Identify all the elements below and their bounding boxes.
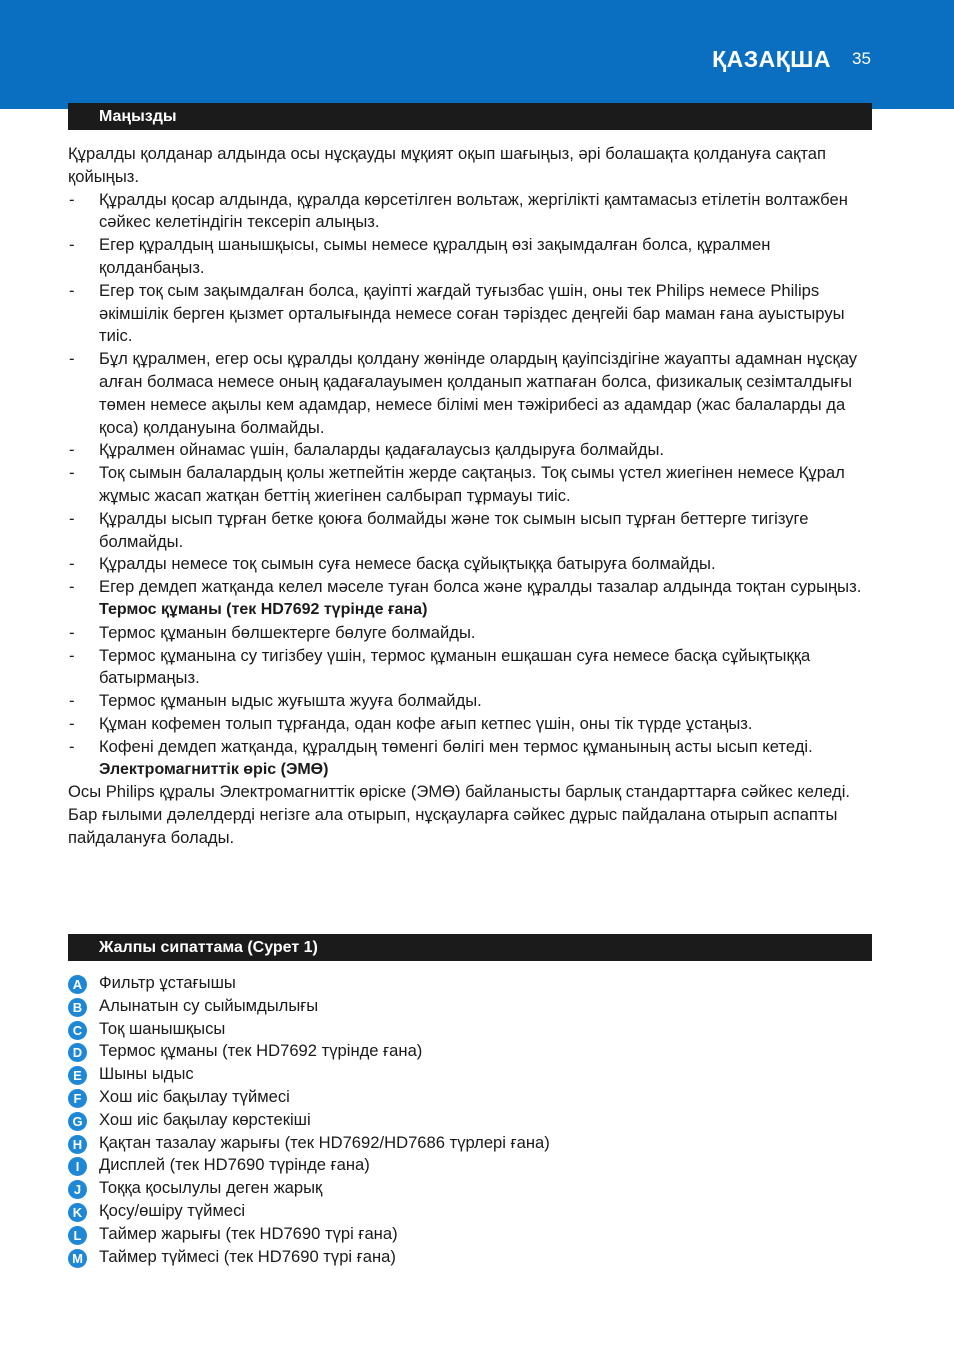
- list-item: [68, 645, 874, 691]
- important-intro: Құралды қолданар алдында осы нұсқауды мұқият оқып шағыңыз, әрі болашақта қолдануға сақтап қойыңыз.: [68, 144, 827, 186]
- legend-item: [68, 1063, 874, 1086]
- dash-marker: -: [69, 645, 75, 665]
- legend-item: [68, 1018, 874, 1041]
- section-heading-general: [68, 934, 872, 961]
- legend-item-text: Хош иіс бақылау түймесі: [99, 1086, 290, 1106]
- page-number: 35: [852, 49, 871, 68]
- list-item: [68, 280, 874, 348]
- legend-item-text: Қақтан тазалау жарығы (тек HD7692/HD7686 түрлері ғана): [99, 1132, 550, 1152]
- list-item: [68, 622, 874, 645]
- legend-item-text: Шыны ыдыс: [99, 1064, 194, 1084]
- list-item-text: Егер демдеп жатқанда келел мәселе туған болса және құралды тазалар алдында тоқтан сурыңыз.: [99, 577, 862, 597]
- parts-legend: [68, 972, 874, 1268]
- dash-marker: -: [69, 235, 75, 255]
- list-item: [68, 576, 874, 599]
- legend-item-text: Тоқ шанышқысы: [99, 1018, 226, 1038]
- legend-item-text: Термос құманы (тек HD7692 түрінде ғана): [99, 1041, 423, 1061]
- legend-item: [68, 1177, 874, 1200]
- dash-marker: -: [69, 280, 75, 300]
- letter-badge: B: [68, 998, 87, 1017]
- list-item-text: Құралмен ойнамас үшін, балаларды қадағалаусыз қалдыруға болмайды.: [99, 440, 665, 460]
- important-list: [68, 189, 874, 599]
- list-item-text: Құралды қосар алдында, құралда көрсетілген вольтаж, жергілікті қамтамасыз етілетін волтажбен сәйкес келетіндігін тексеріп алыңыз.: [99, 189, 848, 232]
- legend-item: [68, 1246, 874, 1269]
- list-item: [68, 508, 874, 554]
- legend-item-text: Хош иіс бақылау көрстекіші: [99, 1109, 311, 1129]
- letter-badge: F: [68, 1089, 87, 1108]
- legend-item: [68, 1086, 874, 1109]
- list-item-text: Кофені демдеп жатқанда, құралдың төменгі бөлігі мен термос құманының асты ысып кетеді.: [99, 736, 813, 756]
- legend-item-text: Қосу/өшіру түймесі: [99, 1200, 246, 1220]
- dash-marker: -: [69, 622, 75, 642]
- letter-badge: H: [68, 1135, 87, 1154]
- list-item: [68, 439, 874, 462]
- list-item-text: Құралды ысып тұрған бетке қоюға болмайды және ток сымын ысып тұрған беттерге тигізуге болмайды.: [99, 508, 809, 551]
- dash-marker: -: [69, 189, 75, 209]
- section-title: Жалпы сипаттама (Сурет 1): [99, 939, 318, 956]
- list-item-text: Термос құманын бөлшектерге бөлуге болмайды.: [99, 622, 476, 642]
- language-title: ҚАЗАҚША: [712, 46, 831, 72]
- list-item: [68, 690, 874, 713]
- general-description: [68, 972, 874, 1268]
- dash-marker: -: [69, 554, 75, 574]
- list-item-text: Егер тоқ сым зақымдалған болса, қауіпті жағдай туғызбас үшін, оны тек Philips немесе Philips әкімшілік берген қызмет орталығында немесе соған тәріздес деңгейі бар маман ғана ауыстыруы тиіс.: [99, 280, 845, 346]
- letter-badge: D: [68, 1043, 87, 1062]
- main-text: [68, 143, 874, 850]
- list-item: [68, 736, 874, 759]
- list-item: [68, 348, 874, 439]
- letter-badge: K: [68, 1203, 87, 1222]
- list-item-text: Термос құманына су тигізбеу үшін, термос құманын ешқашан суға немесе басқа сұйықтыққа батырмаңыз.: [99, 645, 811, 688]
- list-item: [68, 553, 874, 576]
- section-heading-important: [68, 103, 872, 130]
- legend-item-text: Фильтр ұстағышы: [99, 973, 236, 992]
- emf-heading: Электромагниттік өріс (ЭМӨ): [99, 760, 329, 778]
- list-item: [68, 713, 874, 736]
- section-title: Маңызды: [99, 108, 177, 125]
- list-item-text: Егер құралдың шанышқысы, сымы немесе құралдың өзі зақымдалған болса, құралмен қолданбаңыз.: [99, 235, 771, 277]
- emf-text: Осы Philips құралы Электромагниттік өріске (ЭМӨ) байланысты барлық стандарттарға сәйкес келеді. Бар ғылыми дәлелдерді негізге ала отырып, нұсқауларға сәйкес дұрыс пайдалана отырып аспапты пайдалануға болады.: [68, 782, 850, 847]
- dash-marker: -: [69, 577, 75, 597]
- legend-item: [68, 1040, 874, 1063]
- letter-badge: I: [68, 1157, 87, 1176]
- legend-item: [68, 995, 874, 1018]
- letter-badge: G: [68, 1112, 87, 1131]
- list-item-text: Құралды немесе тоқ сымын суға немесе басқа сұйықтыққа батыруға болмайды.: [99, 554, 716, 574]
- dash-marker: -: [69, 349, 75, 369]
- dash-marker: -: [69, 508, 75, 528]
- letter-badge: M: [68, 1249, 87, 1268]
- dash-marker: -: [69, 736, 75, 756]
- header-bar: [0, 0, 954, 109]
- thermos-heading: Термос құманы (тек HD7692 түрінде ғана): [99, 600, 428, 618]
- legend-item: [68, 1132, 874, 1155]
- legend-item: [68, 1200, 874, 1223]
- letter-badge: E: [68, 1066, 87, 1085]
- thermos-list: [68, 622, 874, 759]
- dash-marker: -: [69, 713, 75, 733]
- dash-marker: -: [69, 440, 75, 460]
- list-item: [68, 234, 874, 280]
- legend-item: [68, 972, 874, 995]
- list-item: [68, 462, 874, 508]
- letter-badge: J: [68, 1180, 87, 1199]
- legend-item: [68, 1154, 874, 1177]
- list-item: [68, 189, 874, 235]
- list-item-text: Бұл құралмен, егер осы құралды қолдану жөнінде олардың қауіпсіздігіне жауапты адамнан нұсқау алған болмаса немесе оның қадағалауымен қолданып жатпаған болса, физикалық сезімталдығы төмен немесе ақылы кем адамдар, немесе білімі мен тәжірибесі аз адамдар (жас балаларды да қоса) қолдануына болмайды.: [99, 349, 858, 437]
- dash-marker: -: [69, 691, 75, 711]
- letter-badge: L: [68, 1226, 87, 1245]
- letter-badge: A: [68, 975, 87, 994]
- legend-item: [68, 1223, 874, 1246]
- legend-item-text: Алынатын су сыйымдылығы: [99, 995, 319, 1015]
- legend-item-text: Таймер жарығы (тек HD7690 түрі ғана): [99, 1223, 398, 1243]
- letter-badge: C: [68, 1021, 87, 1040]
- legend-item-text: Тоққа қосылулы деген жарық: [99, 1178, 323, 1198]
- legend-item-text: Дисплей (тек HD7690 түрінде ғана): [99, 1155, 370, 1175]
- legend-item-text: Таймер түймесі (тек HD7690 түрі ғана): [99, 1246, 396, 1266]
- dash-marker: -: [69, 463, 75, 483]
- list-item-text: Термос құманын ыдыс жуғышта жууға болмайды.: [99, 691, 482, 711]
- list-item-text: Тоқ сымын балалардың қолы жетпейтін жерде сақтаңыз. Тоқ сымы үстел жиегінен немесе Құрал жұмыс жасап жатқан беттің жиегінен салбырап тұрмауы тиіс.: [99, 463, 845, 505]
- legend-item: [68, 1109, 874, 1132]
- list-item-text: Құман кофемен толып тұрғанда, одан кофе ағып кетпес үшін, оны тік түрде ұстаңыз.: [99, 713, 753, 733]
